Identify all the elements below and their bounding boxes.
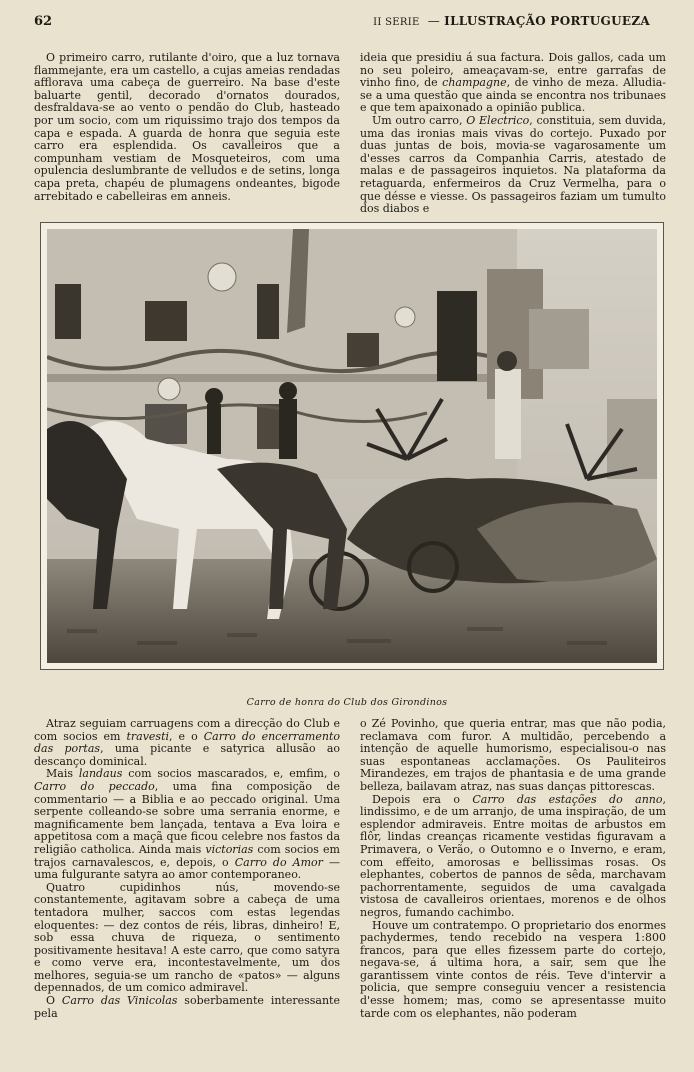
paragraph: Depois era o Carro das estações do anno, lindissimo, e de um arranjo, de uma inspiração, de um esplendor admiraveis. Entre moitas de arbustos em flôr, lindas creanças ricamente vestidas figuravam a Primavera, o Verão, o Outomno e o Inverno, e eram, com effeito, amorosas e bellissimas rosas. Os elephantes, cobertos de pannos de sêda, marchavam pachorrentamente, seguidos de uma cavalgada vistosa de cavalleiros orientaes, morenos e de olhos negros, fumando cachimbo. [360, 792, 666, 919]
paragraph: ideia que presidiu á sua factura. Dois gallos, cada um no seu poleiro, ameaçavam-se, entre garrafas de vinho fino, de champagne, de vinho de meza. Alludia-se a uma questão que ainda se encontra nos tribunaes e que tem apaixonado a opinião publica. [360, 51, 667, 115]
header-dash: — [427, 14, 441, 28]
paragraph: Um outro carro, O Electrico, constituia, sem duvida, uma das ironias mais vivas do cortejo. Puxado por duas juntas de bois, movia-se vagarosamente um d'esses carros da Companhia Carris, atestado de malas e de passageiros inquietos. Na plataforma da retaguarda, enfermeiros da Cruz Vermelha, para o que désse e viesse. Os passageiros faziam um tumulto dos diabos e [360, 113, 666, 216]
text-column-top-right [360, 52, 666, 216]
running-header [373, 14, 650, 28]
text-column-bottom-right [360, 718, 666, 1020]
publication-title: ILLUSTRAÇÃO PORTUGUEZA [444, 14, 650, 28]
paragraph: Quatro cupidinhos nús, movendo-se constantemente, agitavam sobre a cabeça de uma tentadora mulher, saccos com estas legendas eloquentes: — dez contos de réis, libras, dinheiro! E, sob essa chuva de riqueza, o sentimento positivamente hesitava! A este carro, que como satyra e como verve era, incontestavelmente, um dos melhores, seguia-se um rancho de «patos» — alguns depennados, de um comico admiravel. [34, 880, 340, 995]
paragraph: O Carro das Vinicolas soberbamente interessante pela [34, 994, 340, 1020]
paragraph: Houve um contratempo. O proprietario dos enormes pachydermes, tendo recebido na vespera 1:800 francos, para que elles fizessem parte do cortejo, negava-se, á ultima hora, a sair, sem que lhe garantissem vinte contos de réis. Teve d'intervir a policia, que sempre conseguiu vencer a resistencia d'esse homem; mas, como se apresentasse muito tarde com os elephantes, não poderam [360, 918, 666, 1020]
paragraph: Atraz seguiam carruagens com a direcção do Club e com socios em travesti, e o Carro do encerramento das portas, uma picante e satyrica allusão ao descanço dominical. [34, 717, 340, 768]
text-column-bottom-left [34, 718, 340, 1020]
photo-caption: Carro de honra do Club dos Girondinos [246, 697, 448, 708]
page-number: 62 [34, 14, 53, 29]
carnival-float-photograph [47, 229, 657, 663]
carnival-photo [40, 222, 664, 670]
series-label: II SERIE [373, 17, 420, 28]
paragraph: o Zé Povinho, que queria entrar, mas que não podia, reclamava com furor. A multidão, percebendo a intenção de aquelle humorismo, especialisou-o nas suas espontaneas acclamações. Os Pauliteiros Mirandezes, em trajos de phantasia e de uma grande belleza, bailavam atraz, nas suas danças pittorescas. [360, 717, 666, 793]
paragraph: O primeiro carro, rutilante d'oiro, que a luz tornava flammejante, era um castello, a cujas ameias rendadas afflorava uma cabeça de guerreiro. Na base d'este baluarte gentil, decorado d'ornatos dourados, desfraldava-se ao vento o pendão do Club, hasteado por um socio, com um riquissimo trajo dos tempos da capa e espada. A guarda de honra que seguia este carro era esplendida. Os cavalleiros que a compunham vestiam de Mosqueteiros, com uma opulencia deslumbrante de velludos e de setins, longa capa preta, chapéu de plumagens ondeantes, bigode arrebitado e cabelleiras em anneis. [34, 51, 340, 203]
text-column-top-left [34, 52, 340, 203]
paragraph: Mais landaus com socios mascarados, e, emfim, o Carro do peccado, uma fina composição de commentario — a Biblia e ao peccado original. Uma serpente colleando-se sobre uma serrania enorme, e magnificamente bem lançada, tentava a Eva loira e appetitosa com a maçã que ficou celebre nos fastos da religião catholica. Ainda mais victorias com socios em trajos carnavalescos, e, depois, o Carro do Amor — uma fulgurante satyra ao amor contemporaneo. [34, 767, 341, 882]
